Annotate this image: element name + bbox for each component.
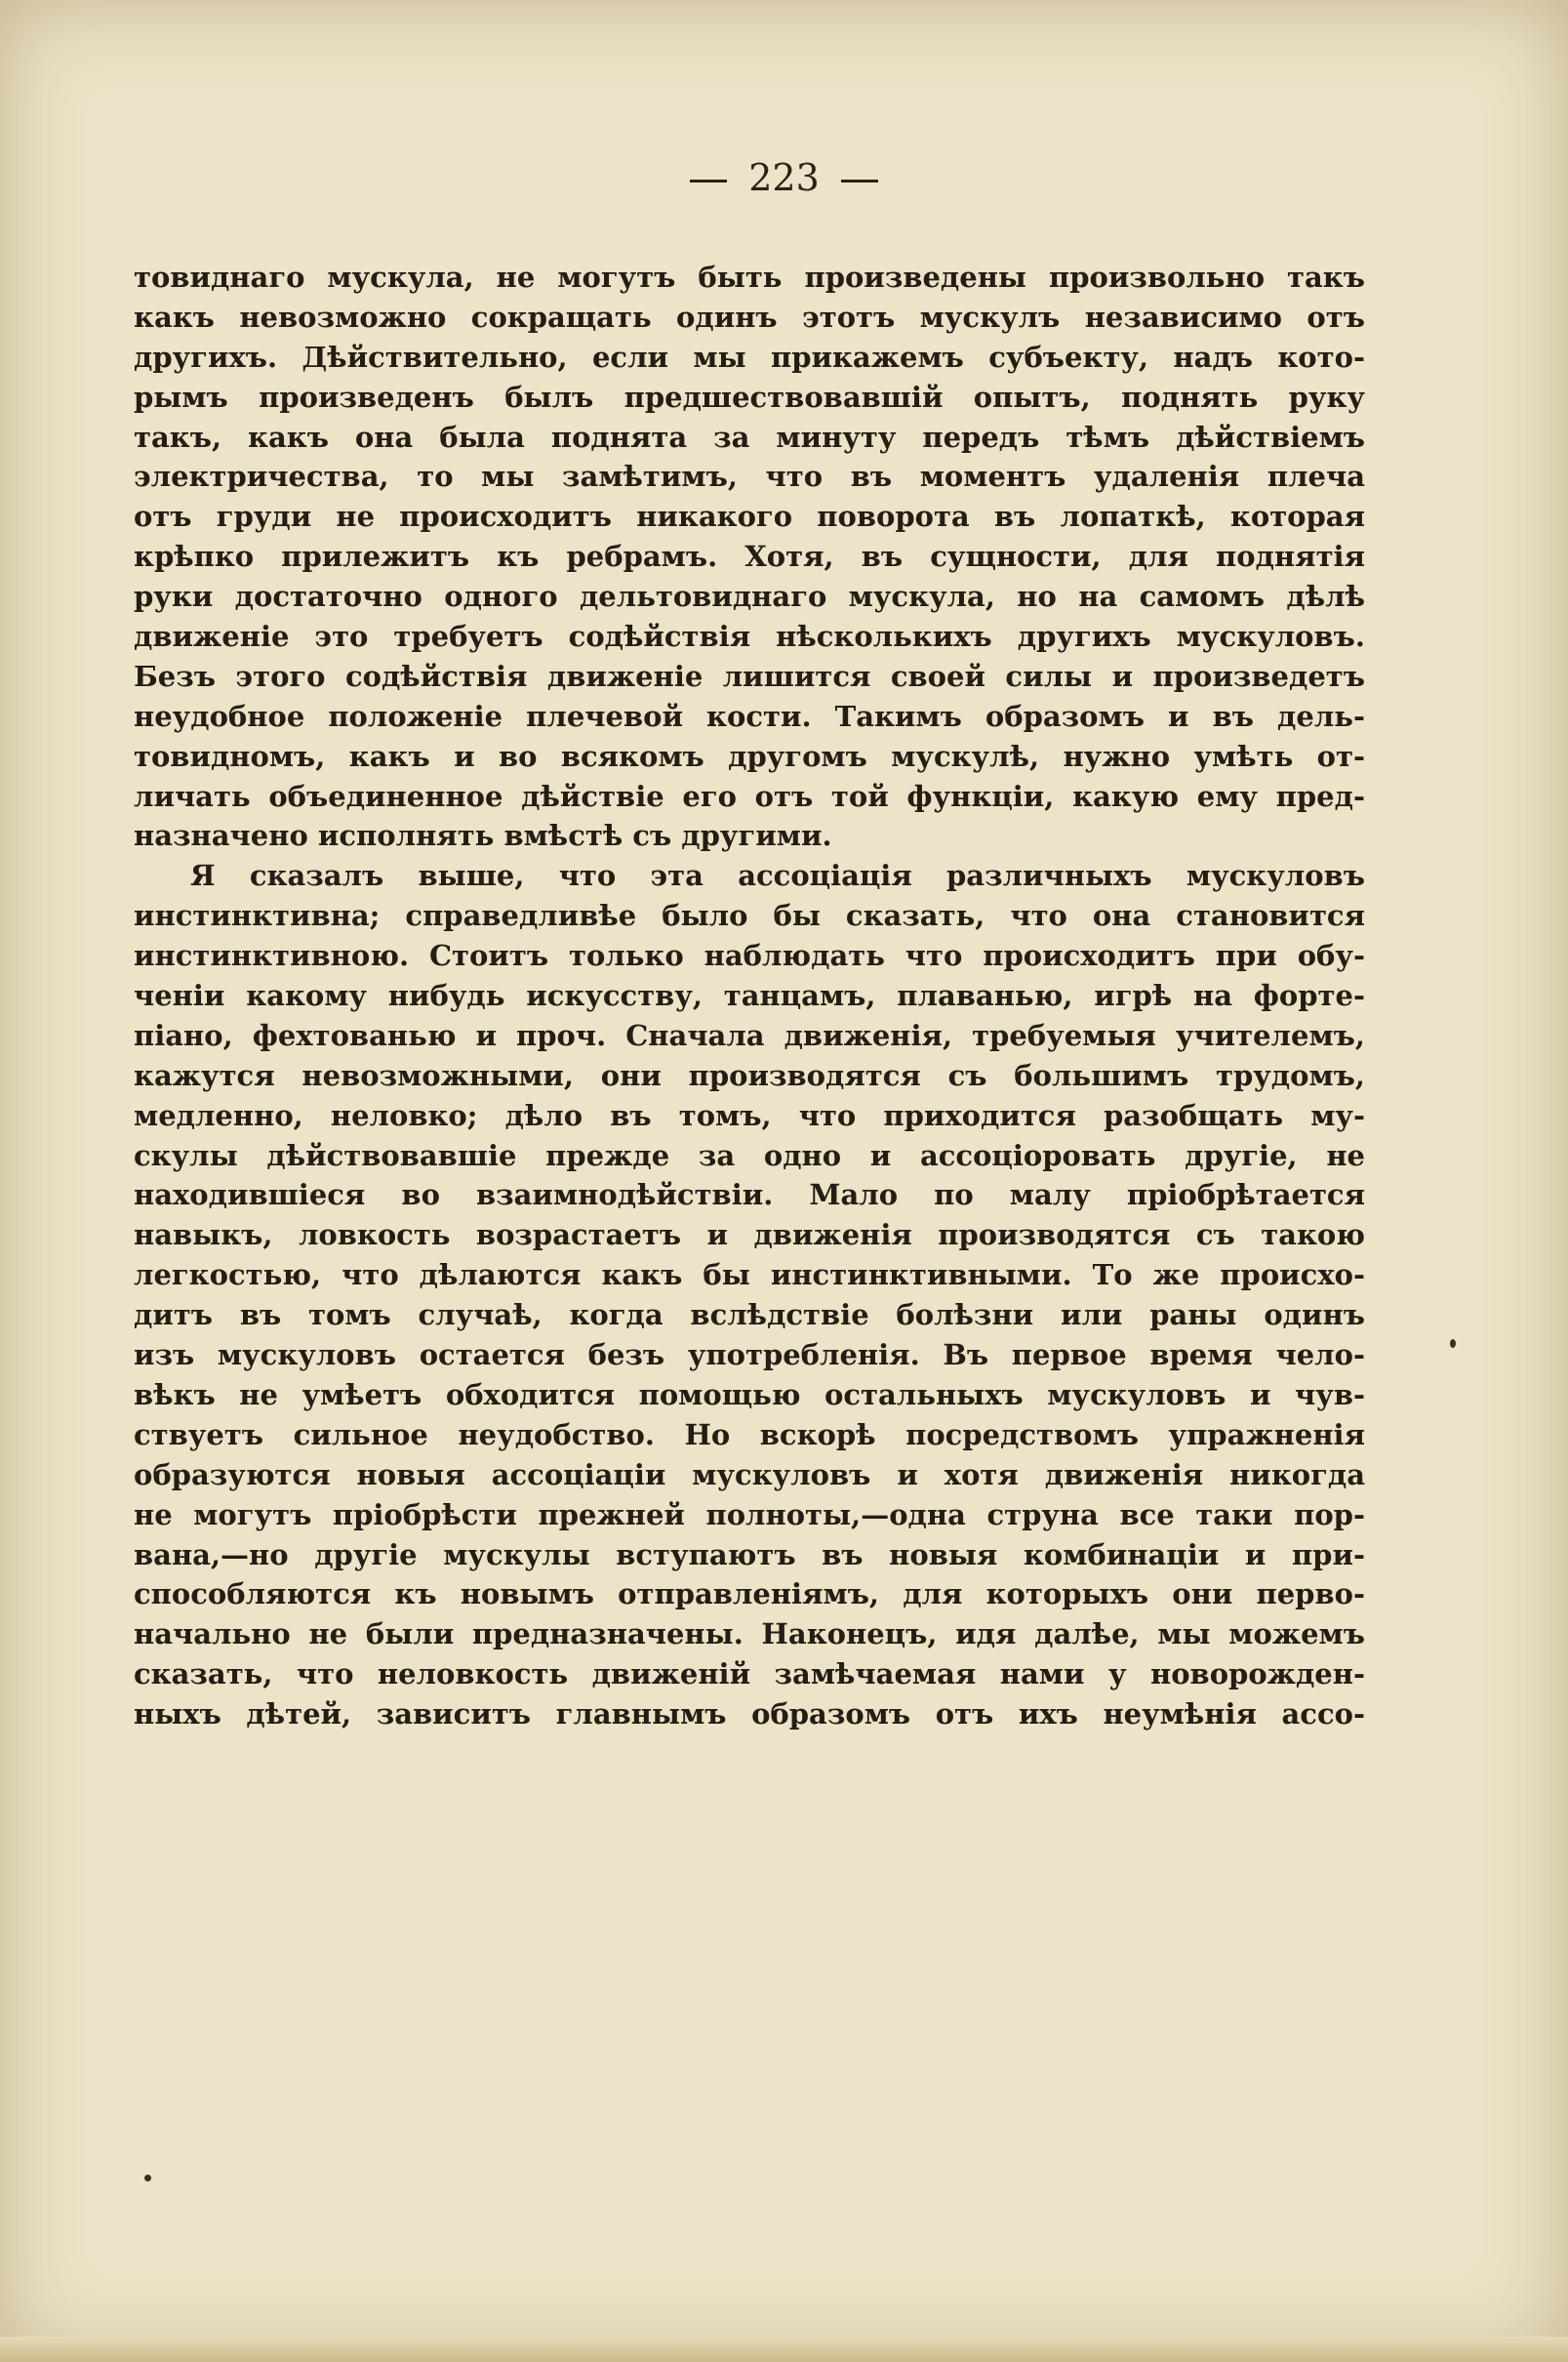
text-line: движеніе это требуетъ содѣйствія нѣсколькихъ другихъ мускуловъ. (134, 620, 1365, 654)
text-line: кажутся невозможными, они производятся съ большимъ трудомъ, (134, 1058, 1365, 1092)
text-line: піано, фехтованью и проч. Сначала движенія, требуемыя учителемъ, (134, 1018, 1365, 1052)
text-line: такъ, какъ она была поднята за минуту передъ тѣмъ дѣйствіемъ (134, 420, 1365, 454)
text-line: навыкъ, ловкость возрастаетъ и движенія производятся съ такою (134, 1218, 1365, 1252)
text-line: руки достаточно одного дельтовиднаго мускула, но на самомъ дѣлѣ (134, 580, 1365, 614)
text-line: дитъ въ томъ случаѣ, когда вслѣдствіе болѣзни или раны одинъ (134, 1298, 1365, 1332)
text-line: какъ невозможно сокращать одинъ этотъ мускулъ независимо отъ (134, 300, 1365, 334)
text-line: неудобное положеніе плечевой кости. Такимъ образомъ и въ дель- (134, 699, 1365, 733)
page-number: 223 (748, 156, 820, 199)
text-line: не могутъ пріобрѣсти прежней полноты,—одна струна все таки пор- (134, 1497, 1365, 1531)
right-dash (841, 180, 878, 183)
text-line: электричества, то мы замѣтимъ, что въ моментъ удаленія плеча (134, 460, 1365, 494)
text-line: личать объединенное дѣйствіе его отъ той функціи, какую ему пред- (134, 779, 1365, 813)
text-line: легкостью, что дѣлаются какъ бы инстинктивными. То же происхо- (134, 1258, 1365, 1292)
ink-speck (144, 2175, 151, 2181)
paragraph-end-line: назначено исполнять вмѣстѣ съ другими. (134, 819, 832, 853)
text-line: другихъ. Дѣйствительно, если мы прикажемъ субъекту, надъ кото- (134, 340, 1365, 374)
text-line: отъ груди не происходитъ никакого поворота въ лопаткѣ, которая (134, 500, 1365, 534)
text-line: Безъ этого содѣйствія движеніе лишится своей силы и произведетъ (134, 659, 1365, 693)
paragraph-start-line: Я сказалъ выше, что эта ассоціація различныхъ мускуловъ (190, 859, 1365, 893)
text-line: изъ мускуловъ остается безъ употребленія. Въ первое время чело- (134, 1338, 1365, 1372)
text-line: начально не были предназначены. Наконецъ, идя далѣе, мы можемъ (134, 1617, 1365, 1651)
text-line: медленно, неловко; дѣло въ томъ, что приходится разобщать му- (134, 1098, 1365, 1132)
text-line: образуются новыя ассоціаціи мускуловъ и хотя движенія никогда (134, 1457, 1365, 1491)
text-line: ченіи какому нибудь искусству, танцамъ, плаванью, игрѣ на форте- (134, 979, 1365, 1013)
text-line: ствуетъ сильное неудобство. Но вскорѣ посредствомъ упражненія (134, 1417, 1365, 1451)
text-line: способляются къ новымъ отправленіямъ, для которыхъ они перво- (134, 1577, 1365, 1611)
text-line: инстинктивною. Стоитъ только наблюдать что происходитъ при обу- (134, 939, 1365, 973)
text-line: сказать, что неловкость движеній замѣчаемая нами у новорожден- (134, 1657, 1365, 1691)
text-line: товидномъ, какъ и во всякомъ другомъ мускулѣ, нужно умѣть от- (134, 739, 1365, 773)
text-line: вана,—но другіе мускулы вступаютъ въ новыя комбинаціи и при- (134, 1537, 1365, 1571)
text-line: находившіеся во взаимнодѣйствіи. Мало по малу пріобрѣтается (134, 1178, 1365, 1212)
text-line: крѣпко прилежитъ къ ребрамъ. Хотя, въ сущности, для поднятія (134, 540, 1365, 574)
text-line: рымъ произведенъ былъ предшествовавшій опытъ, поднять руку (134, 380, 1365, 414)
ink-speck (1450, 1339, 1456, 1348)
text-line: инстинктивна; справедливѣе было бы сказать, что она становится (134, 899, 1365, 933)
text-line: вѣкъ не умѣетъ обходится помощью остальныхъ мускуловъ и чув- (134, 1377, 1365, 1411)
body-text (134, 258, 1365, 1734)
page-header (0, 156, 1568, 199)
page-edge (0, 2337, 1568, 2362)
text-line: товиднаго мускула, не могутъ быть произведены произвольно такъ (134, 261, 1365, 294)
text-line: скулы дѣйствовавшіе прежде за одно и ассоціоровать другіе, не (134, 1138, 1365, 1172)
left-dash (690, 180, 727, 183)
text-line: ныхъ дѣтей, зависитъ главнымъ образомъ отъ ихъ неумѣнія ассо- (134, 1697, 1365, 1731)
